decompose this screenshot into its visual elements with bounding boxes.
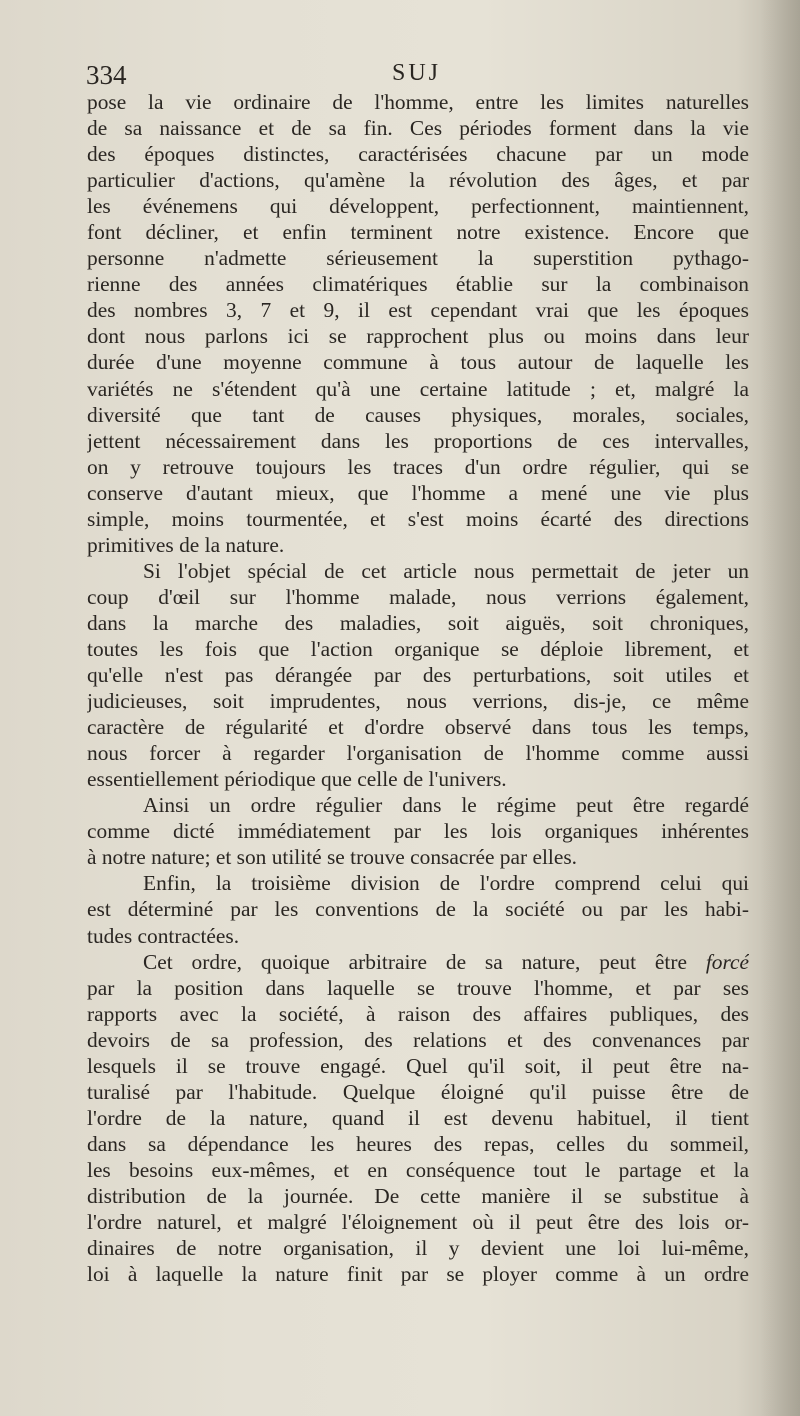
text-line: dont nous parlons ici se rapprochent plus ou moins dans leur (87, 324, 749, 349)
text-line: des nombres 3, 7 et 9, il est cependant vrai que les époques (87, 298, 749, 323)
text-line: toutes les fois que l'action organique se déploie librement, et (87, 636, 749, 661)
text-line: devoirs de sa profession, des relations et des convenances par (87, 1027, 749, 1052)
text-line: lesquels il se trouve engagé. Quel qu'il soit, il peut être na- (87, 1053, 749, 1078)
text-line: durée d'une moyenne commune à tous autour de laquelle les (87, 350, 749, 375)
text-line: loi à laquelle la nature finit par se ployer comme à un ordre (87, 1262, 749, 1287)
text-line: est déterminé par les conventions de la société ou par les habi- (87, 897, 749, 922)
text-line: rapports avec la société, à raison des affaires publiques, des (87, 1001, 749, 1026)
text-line: Enfin, la troisième division de l'ordre comprend celui qui (143, 871, 749, 896)
text-line: font décliner, et enfin terminent notre existence. Encore que (87, 220, 749, 245)
text-line: les besoins eux-mêmes, et en conséquence tout le partage et la (87, 1157, 749, 1182)
italic-word: forcé (705, 949, 749, 974)
text-line: Si l'objet spécial de cet article nous permettait de jeter un (143, 558, 749, 583)
text-line: tudes contractées. (87, 923, 240, 948)
text-line: les événemens qui développent, perfectionnent, maintiennent, (87, 194, 749, 219)
text-line: par la position dans laquelle se trouve l'homme, et par ses (87, 975, 749, 1000)
text-line: essentiellement périodique que celle de l'univers. (87, 767, 507, 792)
text-line: de sa naissance et de sa fin. Ces périodes forment dans la vie (87, 116, 749, 141)
running-head: SUJ (392, 60, 442, 86)
text-line: dans la marche des maladies, soit aiguës, soit chroniques, (87, 610, 749, 635)
text-line: pose la vie ordinaire de l'homme, entre les limites naturelles (87, 90, 749, 114)
text-line: primitives de la nature. (87, 532, 285, 557)
text-line: l'ordre naturel, et malgré l'éloignement où il peut être des lois or- (87, 1210, 749, 1235)
text-line: qu'elle n'est pas dérangée par des perturbations, soit utiles et (87, 663, 749, 688)
text-line: à notre nature; et son utilité se trouve consacrée par elles. (87, 845, 578, 870)
text-line: judicieuses, soit imprudentes, nous verrions, dis-je, ce même (87, 689, 749, 714)
text-line: dans sa dépendance les heures des repas, celles du sommeil, (87, 1131, 749, 1156)
page-header (86, 60, 746, 92)
text-line: on y retrouve toujours les traces d'un ordre régulier, qui se (87, 454, 749, 479)
text-line: coup d'œil sur l'homme malade, nous verrions également, (87, 584, 749, 609)
text-line: caractère de régularité et d'ordre observé dans tous les temps, (87, 715, 749, 740)
text-line: nous forcer à regarder l'organisation de l'homme comme aussi (87, 741, 749, 766)
text-line: conserve d'autant mieux, que l'homme a mené une vie plus (87, 480, 749, 505)
text-line: diversité que tant de causes physiques, morales, sociales, (87, 402, 749, 427)
text-line: simple, moins tourmentée, et s'est moins écarté des directions (87, 506, 749, 531)
text-line: variétés ne s'étendent qu'à une certaine latitude ; et, malgré la (87, 376, 749, 401)
text-line: personne n'admette sérieusement la superstition pythago- (87, 246, 749, 271)
body-text (87, 89, 749, 1287)
text-line: Cet ordre, quoique arbitraire de sa nature, peut être forcé (143, 949, 749, 974)
page-number: 334 (86, 60, 127, 90)
text-line: jettent nécessairement dans les proportions de ces intervalles, (87, 428, 749, 453)
text-line: comme dicté immédiatement par les lois organiques inhérentes (87, 819, 749, 844)
text-line: Ainsi un ordre régulier dans le régime peut être regardé (143, 793, 749, 818)
text-line: rienne des années climatériques établie sur la combinaison (87, 272, 749, 297)
text-line: des époques distinctes, caractérisées chacune par un mode (87, 142, 749, 167)
text-line: distribution de la journée. De cette manière il se substitue à (87, 1183, 749, 1208)
page-gutter-shadow (760, 0, 800, 1416)
text-line: dinaires de notre organisation, il y devient une loi lui-même, (87, 1236, 749, 1261)
text-line: particulier d'actions, qu'amène la révolution des âges, et par (87, 168, 749, 193)
text-line: turalisé par l'habitude. Quelque éloigné qu'il puisse être de (87, 1079, 749, 1104)
text-line: l'ordre de la nature, quand il est devenu habituel, il tient (87, 1105, 749, 1130)
